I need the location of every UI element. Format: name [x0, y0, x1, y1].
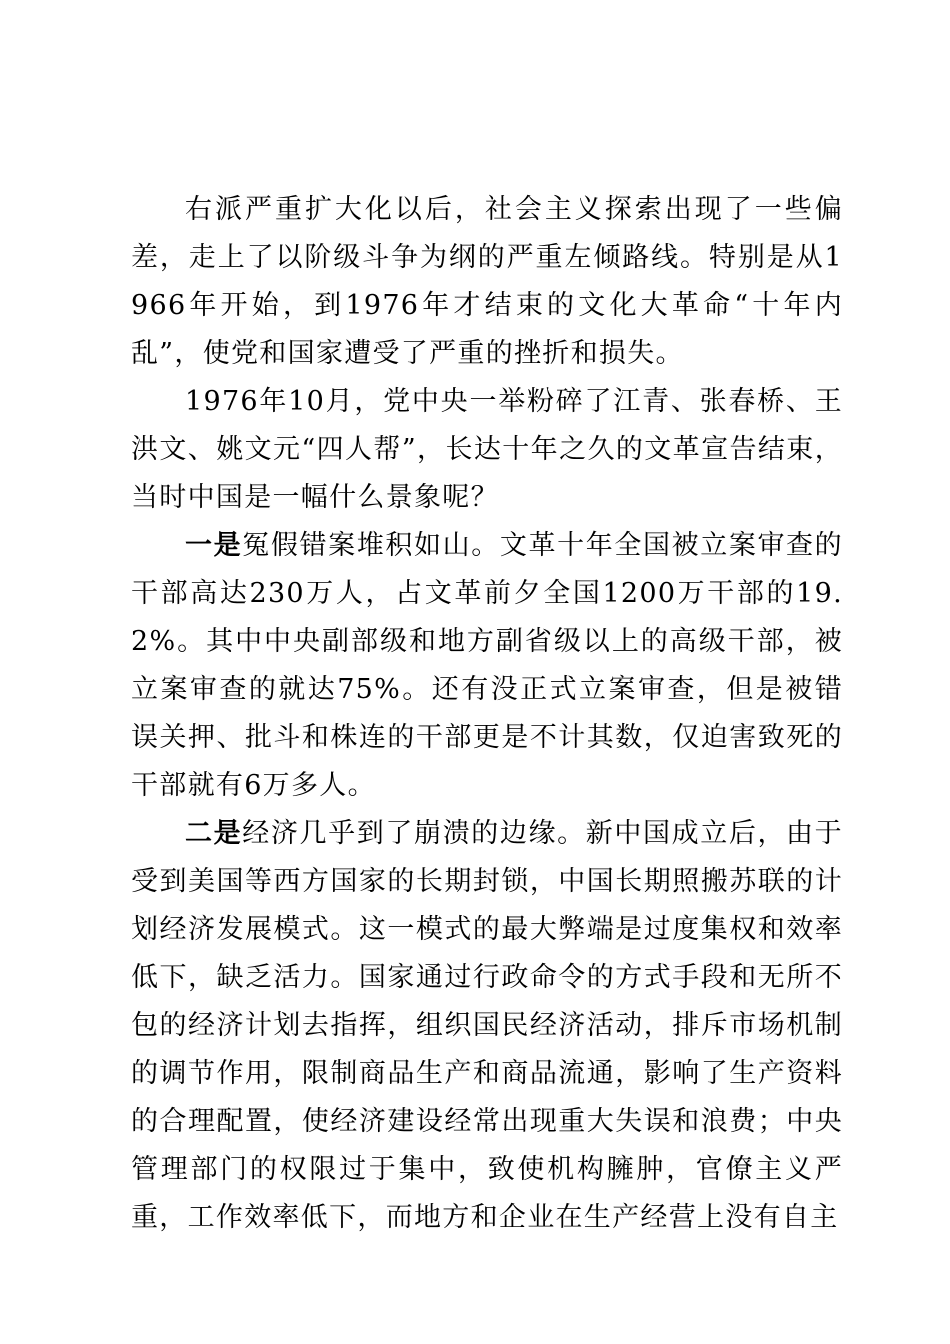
paragraph-3-text: 冤假错案堆积如山。文革十年全国被立案审查的干部高达230万人，占文革前夕全国1200万干部的19.2%。其中中央副部级和地方副省级以上的高级干部，被立案审查的就达75%。还有没正式立案审查，但是被错误关押、批斗和株连的干部更是不计其数，仅迫害致死的干部就有6万多人。: [131, 530, 843, 801]
paragraph-2-text: 1976年10月，党中央一举粉碎了江青、张春桥、王洪文、姚文元“四人帮”，长达十年之久的文革宣告结束，当时中国是一幅什么景象呢？: [131, 386, 843, 513]
body-text: [131, 186, 843, 1242]
paragraph-4: [131, 810, 843, 1242]
paragraph-2: [131, 378, 843, 522]
paragraph-4-lead: 二是: [185, 818, 243, 849]
paragraph-4-text: 经济几乎到了崩溃的边缘。新中国成立后，由于受到美国等西方国家的长期封锁，中国长期照搬苏联的计划经济发展模式。这一模式的最大弊端是过度集权和效率低下，缺乏活力。国家通过行政命令的方式手段和无所不包的经济计划去指挥，组织国民经济活动，排斥市场机制的调节作用，限制商品生产和商品流通，影响了生产资料的合理配置，使经济建设经常出现重大失误和浪费；中央管理部门的权限过于集中，致使机构臃肿，官僚主义严重，工作效率低下，而地方和企业在生产经营上没有自主: [131, 818, 843, 1233]
paragraph-1-text: 右派严重扩大化以后，社会主义探索出现了一些偏差，走上了以阶级斗争为纲的严重左倾路线。特别是从1966年开始，到1976年才结束的文化大革命“十年内乱”，使党和国家遭受了严重的挫折和损失。: [131, 194, 843, 369]
paragraph-3: [131, 522, 843, 810]
paragraph-1: [131, 186, 843, 378]
paragraph-3-lead: 一是: [185, 530, 243, 561]
